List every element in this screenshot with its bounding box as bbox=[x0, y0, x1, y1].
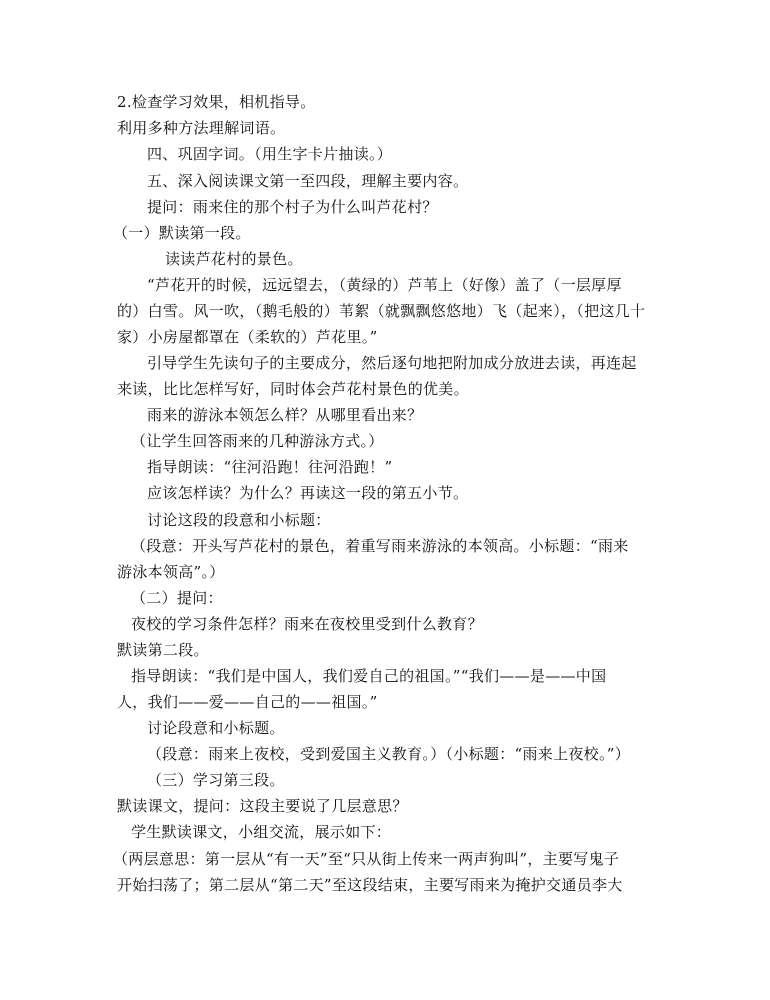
text-line: 学生默读课文，小组交流，展示如下： bbox=[131, 823, 392, 841]
text-line: 利用多种方法理解词语。 bbox=[117, 119, 286, 137]
text-line: 讨论段意和小标题。 bbox=[147, 719, 285, 737]
text-line: （让学生回答雨来的几种游泳方式。） bbox=[131, 432, 384, 450]
text-line: 引导学生先读句子的主要成分，然后逐句地把附加成分放进去读，再连起 bbox=[147, 354, 637, 372]
text-line: 应该怎样读？为什么？再读这一段的第五小节。 bbox=[147, 484, 469, 502]
text-line: （段意：雨来上夜校，受到爱国主义教育。）（小标题：“雨来上夜校。”） bbox=[147, 745, 631, 763]
text-line: 默读第二段。 bbox=[117, 641, 209, 659]
text-line: （二）提问： bbox=[131, 589, 223, 607]
text-line: 默读课文，提问：这段主要说了几层意思？ bbox=[117, 797, 408, 815]
text-line: 2.检查学习效果，相机指导。 bbox=[117, 93, 316, 111]
text-line: 指导朗读：“往河沿跑！往河沿跑！” bbox=[147, 458, 393, 476]
text-line: （一）默读第一段。 bbox=[113, 224, 251, 242]
text-line: 的）白雪。风一吹，（鹅毛般的）苇絮（就飘飘悠悠地）飞（起来），（把这几十 bbox=[117, 302, 646, 320]
text-line: （三）学习第三段。 bbox=[147, 771, 285, 789]
text-line: 雨来的游泳本领怎么样？从哪里看出来？ bbox=[147, 406, 423, 424]
text-line: 来读，比比怎样写好，同时体会芦花村景色的优美。 bbox=[117, 380, 469, 398]
text-line: 游泳本领高”。） bbox=[117, 563, 225, 581]
text-line: 夜校的学习条件怎样？雨来在夜校里受到什么教育？ bbox=[131, 615, 483, 633]
text-line: 人，我们——爱——自己的——祖国。” bbox=[117, 693, 378, 711]
text-line: 讨论这段的段意和小标题： bbox=[147, 511, 331, 529]
text-line: 五、深入阅读课文第一至四段，理解主要内容。 bbox=[147, 172, 469, 190]
text-line: （段意：开头写芦花村的景色，着重写雨来游泳的本领高。小标题：“雨来 bbox=[131, 537, 629, 555]
text-line: “芦花开的时候，远远望去，（黄绿的）芦苇上（好像）盖了（一层厚厚 bbox=[147, 276, 622, 294]
text-line: 家）小房屋都罩在（柔软的）芦花里。” bbox=[117, 328, 378, 346]
text-line: （两层意思：第一层从“有一天”至“只从街上传来一两声狗叫”，主要写鬼子 bbox=[113, 850, 620, 868]
text-line: 四、巩固字词。（用生字卡片抽读。） bbox=[147, 145, 393, 163]
text-line: 指导朗读：“我们是中国人，我们爱自己的祖国。”“我们——是——中国 bbox=[131, 667, 607, 685]
text-line: 提问：雨来住的那个村子为什么叫芦花村？ bbox=[147, 198, 438, 216]
text-line: 读读芦花村的景色。 bbox=[165, 250, 303, 268]
text-line: 开始扫荡了；第二层从“第二天”至这段结束，主要写雨来为掩护交通员李大 bbox=[117, 876, 623, 894]
